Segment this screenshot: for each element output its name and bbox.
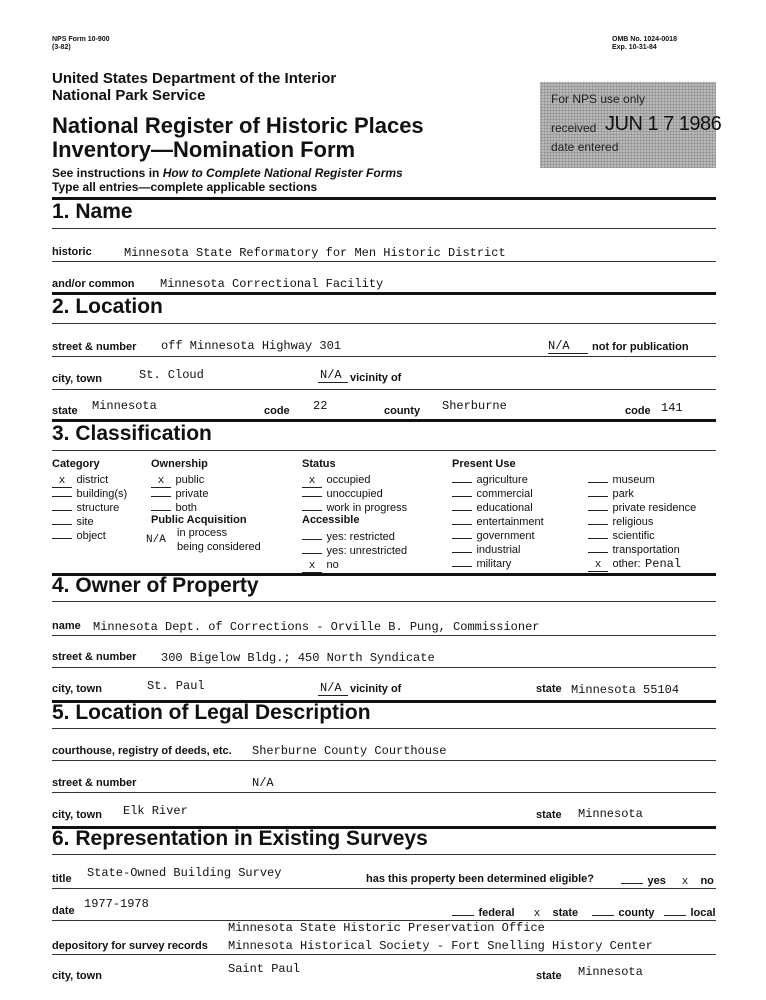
use-entertainment[interactable] <box>452 512 544 526</box>
nps-box-title: For NPS use only <box>551 92 646 106</box>
state-level-checkbox[interactable]: x <box>526 908 548 921</box>
owner-vicinity-mark[interactable]: N/A <box>320 681 342 695</box>
use-checkbox[interactable] <box>588 499 608 511</box>
use-option-label: transportation <box>612 544 680 556</box>
use-option-label: other: <box>612 558 641 570</box>
present-use-heading: Present Use <box>452 458 516 470</box>
courthouse-line <box>52 760 716 761</box>
category-option-label: site <box>76 516 94 528</box>
use-checkbox[interactable] <box>588 485 608 497</box>
status-heading: Status <box>302 458 336 470</box>
use-industrial[interactable] <box>452 540 544 554</box>
use-park[interactable] <box>588 484 696 498</box>
legal-city-field[interactable]: Elk River <box>123 804 188 818</box>
level-federal[interactable] <box>452 903 515 921</box>
present-use-list-1 <box>452 470 544 568</box>
survey-city-field[interactable]: Saint Paul <box>228 962 301 976</box>
use-government[interactable] <box>452 526 544 540</box>
vicinity-blank <box>318 382 348 383</box>
acquisition-being-considered[interactable]: being considered <box>177 541 261 553</box>
ownership-checkbox[interactable] <box>151 498 171 511</box>
service-name: National Park Service <box>52 87 206 104</box>
accessible-option-label: yes: restricted <box>326 531 395 543</box>
use-transportation[interactable] <box>588 540 696 554</box>
status-checkbox[interactable] <box>302 484 322 497</box>
owner-street-label: street & number <box>52 651 137 663</box>
use-other-checkbox[interactable]: x <box>588 559 608 572</box>
use-religious[interactable] <box>588 512 696 526</box>
survey-title-line <box>52 888 716 889</box>
depository-line <box>52 954 716 955</box>
category-checkbox[interactable] <box>52 484 72 497</box>
category-buildings[interactable] <box>52 484 127 498</box>
county-field[interactable]: Sherburne <box>442 399 507 413</box>
use-checkbox[interactable] <box>452 555 472 567</box>
use-option-label: museum <box>612 474 655 486</box>
category-district[interactable] <box>52 470 127 487</box>
use-option-label: private residence <box>612 502 697 514</box>
date-entered-label: date entered <box>551 140 619 154</box>
survey-date-label: date <box>52 905 75 917</box>
federal-checkbox[interactable] <box>452 903 474 916</box>
ownership-heading: Ownership <box>151 458 208 470</box>
instructions-line1 <box>52 166 403 180</box>
county-level-checkbox[interactable] <box>592 903 614 916</box>
category-site[interactable] <box>52 512 127 526</box>
not-for-publication-label: not for publication <box>592 341 689 353</box>
accessible-option-label: yes: unrestricted <box>326 545 408 557</box>
use-checkbox[interactable] <box>452 541 472 553</box>
accessible-list <box>302 527 408 572</box>
owner-city-label: city, town <box>52 683 102 695</box>
survey-date-field[interactable]: 1977-1978 <box>84 897 149 911</box>
category-option-label: building(s) <box>76 488 128 500</box>
legal-state-label: state <box>536 809 562 821</box>
use-agriculture[interactable] <box>452 470 544 484</box>
section-1-underline <box>52 228 716 229</box>
category-heading: Category <box>52 458 100 470</box>
level-state[interactable] <box>526 903 578 921</box>
omb-number: OMB No. 1024-0018 <box>612 36 677 43</box>
use-checkbox[interactable] <box>588 471 608 483</box>
street-number-field[interactable]: off Minnesota Highway 301 <box>161 339 342 353</box>
federal-label: federal <box>478 907 515 919</box>
street-line <box>52 356 716 357</box>
nfp-blank <box>548 353 588 354</box>
section-2-underline <box>52 323 716 324</box>
owner-vicinity-label: vicinity of <box>350 683 402 695</box>
use-checkbox[interactable] <box>588 513 608 525</box>
use-checkbox[interactable] <box>452 513 472 525</box>
public-acquisition-heading: Public Acquisition <box>151 514 247 526</box>
section-4-underline <box>52 601 716 602</box>
courthouse-label: courthouse, registry of deeds, etc. <box>52 745 232 757</box>
status-unoccupied[interactable] <box>302 484 407 498</box>
use-option-label: educational <box>476 502 533 514</box>
received-stamp: JUN 1 7 1986 <box>605 113 722 135</box>
survey-title-field[interactable]: State-Owned Building Survey <box>87 866 282 880</box>
use-checkbox[interactable] <box>588 527 608 539</box>
status-work-in-progress[interactable] <box>302 498 407 512</box>
common-name-label: and/or common <box>52 278 135 290</box>
use-private-residence[interactable] <box>588 498 696 512</box>
ownership-both[interactable] <box>151 498 208 512</box>
section-2-heading: 2. Location <box>52 295 163 318</box>
level-local[interactable] <box>664 903 716 921</box>
section-5-heading: 5. Location of Legal Description <box>52 701 371 724</box>
accessible-checkbox[interactable]: x <box>302 560 322 573</box>
vicinity-label: vicinity of <box>350 372 402 384</box>
use-museum[interactable] <box>588 470 696 484</box>
legal-city-label: city, town <box>52 809 102 821</box>
form-title-line1: National Register of Historic Places <box>52 113 424 138</box>
use-option-label: government <box>476 530 535 542</box>
category-option-label: structure <box>76 502 120 514</box>
form-title-line2: Inventory—Nomination Form <box>52 137 356 162</box>
present-use-list-2 <box>588 470 697 571</box>
use-option-label: park <box>612 488 634 500</box>
county-level-label: county <box>618 907 655 919</box>
form-number: NPS Form 10-900 <box>52 36 110 43</box>
owner-name-field[interactable]: Minnesota Dept. of Corrections - Orville B. Pung, Commissioner <box>93 620 540 634</box>
owner-street-line <box>52 667 716 668</box>
section-3-heading: 3. Classification <box>52 422 212 445</box>
section-1-heading: 1. Name <box>52 200 133 223</box>
section-3-underline <box>52 450 716 451</box>
use-military[interactable] <box>452 554 544 568</box>
category-checkbox[interactable] <box>52 526 72 539</box>
owner-vicinity-blank <box>318 695 348 696</box>
owner-name-label: name <box>52 620 81 632</box>
eligibility-question: has this property been determined eligible? <box>366 873 594 885</box>
category-checkbox[interactable] <box>52 498 72 511</box>
legal-state-field[interactable]: Minnesota <box>578 807 643 821</box>
historic-label: historic <box>52 246 92 258</box>
historic-line <box>52 261 716 262</box>
state-label: state <box>52 405 78 417</box>
eligible-yes[interactable] <box>621 871 666 889</box>
historic-name-field[interactable]: Minnesota State Reformatory for Men Historic District <box>124 246 506 260</box>
instructions-prefix: See instructions in <box>52 166 163 180</box>
use-option-label: religious <box>612 516 654 528</box>
state-code-label: code <box>264 405 290 417</box>
use-educational[interactable] <box>452 498 544 512</box>
public-acquisition-mark[interactable]: N/A <box>146 534 166 546</box>
state-level-label: state <box>552 907 579 919</box>
use-option-label: commercial <box>476 488 533 500</box>
status-occupied[interactable] <box>302 470 407 487</box>
ownership-list <box>151 470 208 512</box>
use-checkbox[interactable] <box>452 499 472 511</box>
depository-line-2[interactable]: Minnesota Historical Society - Fort Snelling History Center <box>228 939 653 953</box>
street-number-label: street & number <box>52 341 137 353</box>
level-county[interactable] <box>592 903 655 921</box>
owner-name-line <box>52 635 716 636</box>
accessible-unrestricted[interactable] <box>302 541 407 555</box>
category-option-label: object <box>76 530 106 542</box>
category-option-label: district <box>76 474 109 486</box>
category-structure[interactable] <box>52 498 127 512</box>
owner-street-field[interactable]: 300 Bigelow Bldg.; 450 North Syndicate <box>161 651 435 665</box>
not-for-publication-mark[interactable]: N/A <box>548 339 570 353</box>
status-option-label: unoccupied <box>326 488 383 500</box>
use-option-label: entertainment <box>476 516 544 528</box>
status-list <box>302 470 407 512</box>
local-level-label: local <box>690 907 716 919</box>
eligible-yes-label: yes <box>647 875 666 887</box>
accessible-checkbox[interactable] <box>302 541 322 554</box>
received-label: received <box>551 121 597 135</box>
instructions-line2: Type all entries—complete applicable sections <box>52 180 318 194</box>
city-line <box>52 389 716 390</box>
ownership-option-label: both <box>175 502 197 514</box>
owner-city-field[interactable]: St. Paul <box>147 679 205 693</box>
accessible-no[interactable] <box>302 555 407 572</box>
eligible-yes-checkbox[interactable] <box>621 871 643 884</box>
section-6-underline <box>52 854 716 855</box>
survey-city-label: city, town <box>52 970 102 982</box>
use-option-label: scientific <box>612 530 655 542</box>
expiration-date: Exp. 10-31-84 <box>612 44 657 51</box>
ownership-public[interactable] <box>151 470 208 487</box>
use-scientific[interactable] <box>588 526 696 540</box>
use-other-value[interactable]: Penal <box>645 557 682 571</box>
category-object[interactable] <box>52 526 127 540</box>
county-label: county <box>384 405 421 417</box>
use-option-label: agriculture <box>476 474 528 486</box>
depository-line-1[interactable]: Minnesota State Historic Preservation Office <box>228 921 545 935</box>
vicinity-mark[interactable]: N/A <box>320 368 342 382</box>
county-code-label: code <box>625 405 651 417</box>
status-option-label: occupied <box>326 474 371 486</box>
owner-state-field[interactable]: Minnesota 55104 <box>571 683 680 697</box>
status-checkbox[interactable]: x <box>302 475 322 488</box>
use-checkbox[interactable] <box>588 541 608 553</box>
legal-street-field[interactable]: N/A <box>252 776 274 790</box>
use-other[interactable] <box>588 554 696 571</box>
state-code-field[interactable]: 22 <box>313 399 328 413</box>
category-list <box>52 470 127 540</box>
section-1-rule <box>52 197 716 200</box>
legal-street-line <box>52 792 716 793</box>
ownership-checkbox[interactable]: x <box>151 475 171 488</box>
accessible-checkbox[interactable] <box>302 527 322 540</box>
survey-state-field[interactable]: Minnesota <box>578 965 643 979</box>
accessible-heading: Accessible <box>302 514 360 526</box>
eligible-no-label: no <box>700 875 714 887</box>
ownership-option-label: private <box>175 488 209 500</box>
courthouse-field[interactable]: Sherburne County Courthouse <box>252 744 447 758</box>
accessible-option-label: no <box>326 559 339 571</box>
owner-state-label: state <box>536 683 562 695</box>
use-option-label: military <box>476 558 512 570</box>
category-checkbox[interactable]: x <box>52 475 72 488</box>
local-level-checkbox[interactable] <box>664 903 686 916</box>
city-town-label: city, town <box>52 373 102 385</box>
status-checkbox[interactable] <box>302 498 322 511</box>
use-checkbox[interactable] <box>452 527 472 539</box>
use-checkbox[interactable] <box>452 471 472 483</box>
eligible-no-checkbox[interactable]: x <box>674 876 696 889</box>
common-name-field[interactable]: Minnesota Correctional Facility <box>160 277 384 291</box>
ownership-option-label: public <box>175 474 205 486</box>
city-town-field[interactable]: St. Cloud <box>139 368 204 382</box>
section-5-underline <box>52 728 716 729</box>
use-commercial[interactable] <box>452 484 544 498</box>
status-option-label: work in progress <box>326 502 408 514</box>
ownership-checkbox[interactable] <box>151 484 171 497</box>
form-revision: (3-82) <box>52 44 71 51</box>
survey-state-label: state <box>536 970 562 982</box>
section-6-heading: 6. Representation in Existing Surveys <box>52 827 428 850</box>
county-code-field[interactable]: 141 <box>661 401 683 415</box>
section-4-heading: 4. Owner of Property <box>52 574 259 597</box>
survey-title-label: title <box>52 873 72 885</box>
ownership-private[interactable] <box>151 484 208 498</box>
acquisition-in-process[interactable]: in process <box>177 527 228 539</box>
state-field[interactable]: Minnesota <box>92 399 157 413</box>
depository-label: depository for survey records <box>52 940 208 952</box>
eligible-no[interactable] <box>674 871 714 889</box>
use-checkbox[interactable] <box>452 485 472 497</box>
instructions-guide-title: How to Complete National Register Forms <box>162 166 403 180</box>
legal-street-label: street & number <box>52 777 137 789</box>
use-option-label: industrial <box>476 544 521 556</box>
accessible-restricted[interactable] <box>302 527 407 541</box>
category-checkbox[interactable] <box>52 512 72 525</box>
department-name: United States Department of the Interior <box>52 70 337 87</box>
